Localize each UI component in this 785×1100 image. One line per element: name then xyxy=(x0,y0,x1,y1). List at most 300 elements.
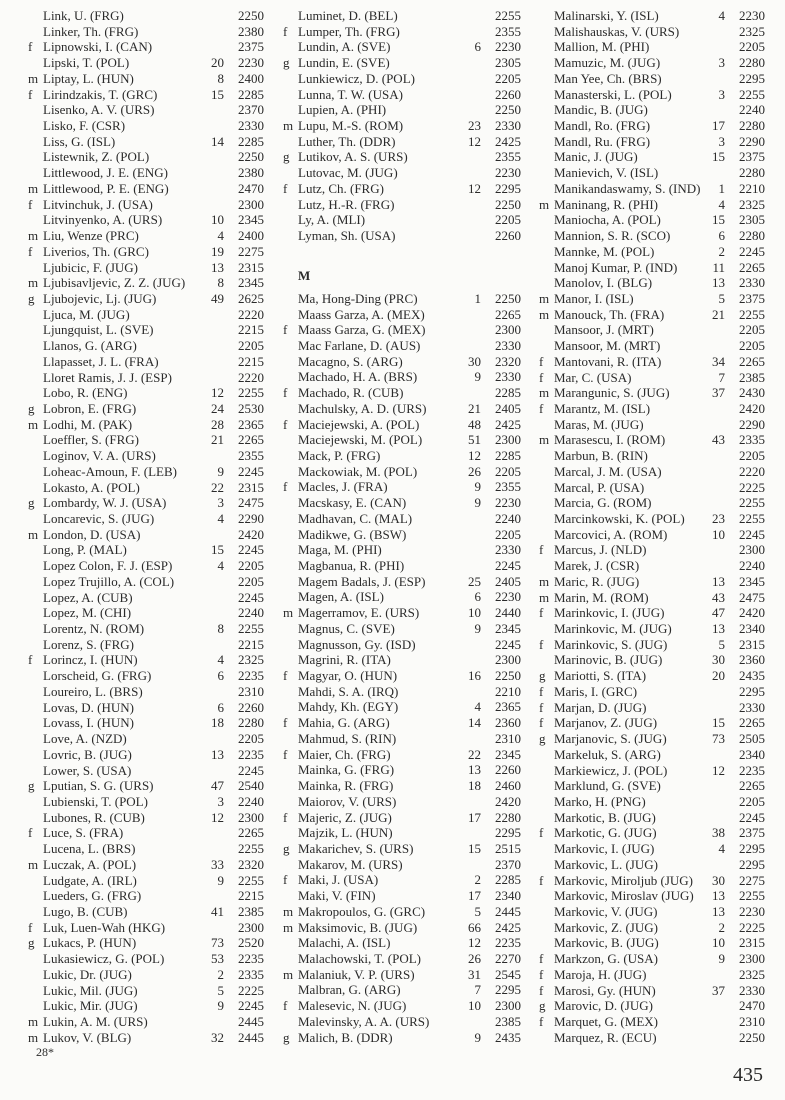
player-entry xyxy=(539,511,765,527)
player-name: Luminet, D. (BEL) xyxy=(298,8,398,23)
elo-rating: 2400 xyxy=(238,228,264,244)
elo-rating: 2400 xyxy=(238,70,264,86)
player-entry xyxy=(283,810,521,826)
player-name: Lobo, R. (ENG) xyxy=(43,385,128,401)
elo-rating: 2545 xyxy=(495,966,521,982)
player-entry xyxy=(28,417,264,433)
player-name: Maric, R. (JUG) xyxy=(554,573,640,589)
title-flag: m xyxy=(283,966,294,982)
player-name: Markotic, G. (JUG) xyxy=(554,825,657,841)
player-entry xyxy=(28,825,264,841)
player-entry xyxy=(283,699,521,715)
player-name: Malachi, A. (ISL) xyxy=(298,935,391,951)
title-flag: m xyxy=(539,385,550,401)
elo-rating: 2265 xyxy=(238,825,264,841)
elo-rating: 2345 xyxy=(739,573,765,589)
player-entry xyxy=(28,24,264,40)
elo-rating: 2245 xyxy=(739,526,765,542)
elo-rating: 2325 xyxy=(739,196,765,212)
player-entry xyxy=(539,212,765,228)
player-name: Manikandaswamy, S. (IND) xyxy=(554,180,701,196)
player-name: Lunna, T. W. (USA) xyxy=(298,86,403,102)
player-name: Ljuca, M. (JUG) xyxy=(43,306,130,322)
elo-rating: 2280 xyxy=(739,118,765,134)
player-entry xyxy=(539,542,765,558)
player-name: Man Yee, Ch. (BRS) xyxy=(554,70,662,86)
games-count: 18 xyxy=(468,778,481,794)
games-count: 12 xyxy=(468,180,481,196)
elo-rating: 2205 xyxy=(238,573,264,589)
player-name: Lucena, L. (BRS) xyxy=(43,841,136,857)
title-flag: f xyxy=(539,951,544,967)
games-count: 7 xyxy=(474,982,481,998)
player-entry xyxy=(28,873,264,889)
player-entry xyxy=(283,55,521,71)
player-entry xyxy=(283,527,521,543)
player-name: Lundin, A. (SVE) xyxy=(298,39,391,55)
player-name: Malevinsky, A. A. (URS) xyxy=(298,1013,430,1029)
title-flag: m xyxy=(28,275,39,291)
title-flag: f xyxy=(283,23,288,39)
games-count: 7 xyxy=(718,369,725,385)
player-entry xyxy=(539,102,765,118)
games-count: 13 xyxy=(712,275,725,291)
player-entry xyxy=(283,951,521,967)
player-name: Long, P. (MAL) xyxy=(43,542,127,558)
player-name: Maciejewski, M. (POL) xyxy=(298,432,423,448)
player-name: Malich, B. (DDR) xyxy=(298,1029,393,1045)
player-entry xyxy=(283,417,521,433)
elo-rating: 2310 xyxy=(495,730,521,746)
player-entry xyxy=(28,951,264,967)
title-flag: m xyxy=(283,903,294,919)
title-flag: g xyxy=(28,290,35,306)
elo-rating: 2300 xyxy=(495,432,521,448)
player-entry xyxy=(283,181,521,197)
player-name: Marosi, Gy. (HUN) xyxy=(554,982,656,998)
player-entry xyxy=(539,354,765,370)
games-count: 13 xyxy=(712,903,725,919)
elo-rating: 2345 xyxy=(238,212,264,228)
title-flag: f xyxy=(539,400,544,416)
player-name: Maras, M. (JUG) xyxy=(554,416,644,432)
games-count: 12 xyxy=(211,385,224,401)
player-entry xyxy=(28,715,264,731)
player-name: Loginov, V. A. (URS) xyxy=(43,448,156,464)
player-entry xyxy=(283,621,521,637)
elo-rating: 2260 xyxy=(495,762,521,778)
games-count: 10 xyxy=(712,935,725,951)
elo-rating: 2345 xyxy=(495,620,521,636)
games-count: 3 xyxy=(718,86,725,102)
player-entry xyxy=(283,637,521,653)
elo-rating: 2210 xyxy=(495,683,521,699)
elo-rating: 2330 xyxy=(495,337,521,353)
elo-rating: 2445 xyxy=(238,1029,264,1045)
player-name: Makarichev, S. (URS) xyxy=(298,840,414,856)
player-name: Madhavan, C. (MAL) xyxy=(298,510,413,526)
player-entry xyxy=(283,589,521,605)
games-count: 10 xyxy=(712,526,725,542)
games-count: 9 xyxy=(718,951,725,967)
elo-rating: 2300 xyxy=(739,951,765,967)
player-name: Mariotti, S. (ITA) xyxy=(554,668,647,684)
player-name: Lodhi, M. (PAK) xyxy=(43,416,133,432)
elo-rating: 2375 xyxy=(739,825,765,841)
player-name: Mar, C. (USA) xyxy=(554,369,632,385)
player-name: Marcia, G. (ROM) xyxy=(554,495,652,511)
player-name: Litvinchuk, J. (USA) xyxy=(43,196,153,212)
player-entry xyxy=(283,448,521,464)
games-count: 12 xyxy=(468,133,481,149)
player-name: Markovic, B. (JUG) xyxy=(554,935,659,951)
player-name: Maier, Ch. (FRG) xyxy=(298,746,391,762)
elo-rating: 2295 xyxy=(495,825,521,841)
player-entry xyxy=(539,181,765,197)
games-count: 3 xyxy=(718,133,725,149)
title-flag: f xyxy=(283,998,288,1014)
player-name: Machulsky, A. D. (URS) xyxy=(298,400,427,416)
games-count: 9 xyxy=(474,495,481,511)
player-entry xyxy=(539,857,765,873)
player-name: Macskasy, E. (CAN) xyxy=(298,495,407,511)
elo-rating: 2255 xyxy=(238,841,264,857)
elo-rating: 2245 xyxy=(238,762,264,778)
player-entry xyxy=(539,794,765,810)
elo-rating: 2355 xyxy=(495,479,521,495)
games-count: 37 xyxy=(712,982,725,998)
elo-rating: 2250 xyxy=(739,1029,765,1045)
player-name: Maksimovic, B. (JUG) xyxy=(298,919,418,935)
games-count: 22 xyxy=(468,746,481,762)
games-count: 20 xyxy=(211,55,224,71)
elo-rating: 2245 xyxy=(739,809,765,825)
elo-rating: 2280 xyxy=(739,228,765,244)
player-name: Malesevic, N. (JUG) xyxy=(298,998,407,1014)
player-name: Maki, J. (USA) xyxy=(298,872,379,888)
elo-rating: 2265 xyxy=(739,259,765,275)
games-count: 23 xyxy=(468,118,481,134)
title-flag: f xyxy=(539,1014,544,1029)
player-entry xyxy=(283,574,521,590)
player-entry xyxy=(539,307,765,323)
games-count: 47 xyxy=(211,778,224,794)
player-entry xyxy=(539,338,765,354)
player-entry xyxy=(283,794,521,810)
elo-rating: 2245 xyxy=(739,243,765,259)
player-entry xyxy=(28,102,264,118)
player-entry xyxy=(539,841,765,857)
player-entry xyxy=(539,920,765,936)
player-entry xyxy=(539,165,765,181)
player-name: Magen, A. (ISL) xyxy=(298,589,384,605)
elo-rating: 2205 xyxy=(739,793,765,809)
player-name: Magrini, R. (ITA) xyxy=(298,652,391,668)
elo-rating: 2250 xyxy=(495,196,521,212)
player-name: Mahmud, S. (RIN) xyxy=(298,730,397,746)
elo-rating: 2205 xyxy=(495,463,521,479)
player-name: Markovic, Z. (JUG) xyxy=(554,919,658,935)
player-name: Ljubojevic, Lj. (JUG) xyxy=(43,290,157,306)
player-entry xyxy=(28,841,264,857)
player-name: Lupien, A. (PHI) xyxy=(298,102,387,118)
player-entry xyxy=(539,149,765,165)
games-count: 9 xyxy=(474,479,481,495)
player-entry xyxy=(539,401,765,417)
elo-rating: 2230 xyxy=(739,8,765,23)
elo-rating: 2540 xyxy=(238,778,264,794)
games-count: 4 xyxy=(718,841,725,857)
title-flag: f xyxy=(28,39,33,55)
player-name: Lipnowski, I. (CAN) xyxy=(43,39,153,55)
player-entry xyxy=(28,212,264,228)
player-name: Link, U. (FRG) xyxy=(43,8,124,23)
player-entry xyxy=(28,244,264,260)
title-flag: g xyxy=(283,1029,290,1045)
player-entry xyxy=(539,87,765,103)
games-count: 13 xyxy=(211,259,224,275)
player-entry xyxy=(283,165,521,181)
games-count: 12 xyxy=(712,762,725,778)
elo-rating: 2220 xyxy=(739,463,765,479)
player-entry xyxy=(28,118,264,134)
player-name: Magnusson, Gy. (ISD) xyxy=(298,636,416,652)
player-entry xyxy=(283,731,521,747)
player-name: Lukic, Dr. (JUG) xyxy=(43,966,132,982)
elo-rating: 2330 xyxy=(495,542,521,558)
elo-rating: 2215 xyxy=(238,322,264,338)
player-name: Lutovac, M. (JUG) xyxy=(298,165,398,181)
player-entry xyxy=(283,841,521,857)
title-flag: f xyxy=(28,86,33,102)
elo-rating: 2345 xyxy=(495,746,521,762)
elo-rating: 2405 xyxy=(495,573,521,589)
player-entry xyxy=(283,762,521,778)
player-name: Manouck, Th. (FRA) xyxy=(554,306,665,322)
elo-rating: 2260 xyxy=(495,86,521,102)
elo-rating: 2265 xyxy=(495,306,521,322)
elo-rating: 2245 xyxy=(238,463,264,479)
title-flag: m xyxy=(539,432,550,448)
games-count: 15 xyxy=(211,542,224,558)
player-entry xyxy=(283,652,521,668)
player-name: Lopez Colon, F. J. (ESP) xyxy=(43,558,173,574)
player-entry xyxy=(539,291,765,307)
player-name: Marinkovic, S. (JUG) xyxy=(554,636,668,652)
elo-rating: 2250 xyxy=(495,290,521,306)
games-count: 9 xyxy=(217,998,224,1014)
games-count: 8 xyxy=(217,275,224,291)
elo-rating: 2325 xyxy=(739,23,765,39)
elo-rating: 2330 xyxy=(495,118,521,134)
elo-rating: 2205 xyxy=(238,558,264,574)
player-entry xyxy=(539,888,765,904)
elo-rating: 2235 xyxy=(495,935,521,951)
elo-rating: 2235 xyxy=(739,762,765,778)
player-entry xyxy=(283,212,521,228)
games-count: 3 xyxy=(217,495,224,511)
elo-rating: 2285 xyxy=(495,872,521,888)
player-entry xyxy=(28,857,264,873)
elo-rating: 2245 xyxy=(238,998,264,1014)
elo-rating: 2320 xyxy=(495,353,521,369)
elo-rating: 2425 xyxy=(495,133,521,149)
elo-rating: 2310 xyxy=(739,1014,765,1029)
player-entry xyxy=(539,967,765,983)
title-flag: g xyxy=(28,935,35,951)
games-count: 4 xyxy=(217,511,224,526)
player-entry xyxy=(283,998,521,1014)
player-name: Marklund, G. (SVE) xyxy=(554,778,661,794)
player-entry xyxy=(283,87,521,103)
player-name: Ljungquist, L. (SVE) xyxy=(43,322,154,338)
player-entry xyxy=(539,432,765,448)
player-name: Magnus, C. (SVE) xyxy=(298,620,395,636)
player-entry xyxy=(283,71,521,87)
elo-rating: 2205 xyxy=(739,448,765,464)
player-entry xyxy=(28,888,264,904)
title-flag: m xyxy=(539,290,550,306)
elo-rating: 2280 xyxy=(739,165,765,181)
player-entry xyxy=(283,872,521,888)
player-name: Markovic, Miroslav (JUG) xyxy=(554,888,694,904)
player-entry xyxy=(28,700,264,716)
title-flag: m xyxy=(283,118,294,134)
player-entry xyxy=(539,998,765,1014)
elo-rating: 2205 xyxy=(238,338,264,354)
elo-rating: 2475 xyxy=(238,495,264,511)
title-flag: m xyxy=(539,306,550,322)
elo-rating: 2515 xyxy=(495,840,521,856)
player-entry xyxy=(28,354,264,370)
games-count: 43 xyxy=(712,589,725,605)
elo-rating: 2365 xyxy=(238,416,264,432)
games-count: 25 xyxy=(468,573,481,589)
games-count: 4 xyxy=(718,8,725,23)
games-count: 26 xyxy=(468,950,481,966)
elo-rating: 2505 xyxy=(739,731,765,747)
player-entry xyxy=(539,684,765,700)
player-name: Marek, J. (CSR) xyxy=(554,558,640,574)
elo-rating: 2285 xyxy=(495,385,521,401)
player-name: Markovic, Miroljub (JUG) xyxy=(554,872,694,888)
elo-rating: 2375 xyxy=(739,149,765,165)
games-count: 66 xyxy=(468,919,481,935)
player-entry xyxy=(283,464,521,480)
player-name: Lubones, R. (CUB) xyxy=(43,809,145,825)
player-name: Mantovani, R. (ITA) xyxy=(554,353,662,369)
player-name: Maniocha, A. (POL) xyxy=(554,212,661,228)
player-name: Manolov, I. (BLG) xyxy=(554,275,653,291)
elo-rating: 2250 xyxy=(238,8,264,23)
elo-rating: 2245 xyxy=(495,636,521,652)
player-entry xyxy=(28,181,264,197)
elo-rating: 2305 xyxy=(739,212,765,228)
games-count: 21 xyxy=(468,400,481,416)
title-flag: f xyxy=(283,180,288,196)
player-entry xyxy=(283,39,521,55)
player-name: Linker, Th. (FRG) xyxy=(43,23,139,39)
elo-rating: 2215 xyxy=(238,636,264,652)
player-entry xyxy=(283,8,521,24)
title-flag: g xyxy=(28,778,35,794)
elo-rating: 2360 xyxy=(495,715,521,731)
elo-rating: 2370 xyxy=(495,856,521,872)
player-name: Mahdi, S. A. (IRQ) xyxy=(298,683,399,699)
elo-rating: 2435 xyxy=(739,668,765,684)
signature-mark: 28* xyxy=(36,1045,54,1059)
player-name: Mamuzic, M. (JUG) xyxy=(554,55,661,71)
title-flag: f xyxy=(539,542,544,558)
games-count: 12 xyxy=(468,935,481,951)
elo-rating: 2300 xyxy=(495,322,521,338)
games-count: 2 xyxy=(718,919,725,935)
elo-rating: 2205 xyxy=(495,70,521,86)
player-entry xyxy=(283,715,521,731)
player-entry xyxy=(28,464,264,480)
player-entry xyxy=(28,652,264,668)
elo-rating: 2315 xyxy=(739,636,765,652)
player-name: Marquet, G. (MEX) xyxy=(554,1014,658,1029)
games-count: 6 xyxy=(217,668,224,684)
player-entry xyxy=(28,731,264,747)
elo-rating: 2295 xyxy=(495,180,521,196)
player-entry xyxy=(283,511,521,527)
title-flag: g xyxy=(28,400,35,416)
elo-rating: 2230 xyxy=(495,39,521,55)
player-entry xyxy=(539,24,765,40)
player-entry xyxy=(28,1030,264,1046)
games-count: 34 xyxy=(712,353,725,369)
player-entry xyxy=(283,134,521,150)
player-entry xyxy=(28,763,264,779)
elo-rating: 2295 xyxy=(739,683,765,699)
player-entry xyxy=(539,322,765,338)
games-count: 9 xyxy=(217,872,224,888)
player-name: Mac Farlane, D. (AUS) xyxy=(298,337,421,353)
title-flag: m xyxy=(28,70,39,86)
games-count: 30 xyxy=(712,872,725,888)
column-3 xyxy=(539,8,765,1045)
title-flag: f xyxy=(283,322,288,338)
player-entry xyxy=(539,574,765,590)
title-flag: m xyxy=(28,1029,39,1045)
player-entry xyxy=(283,479,521,495)
elo-rating: 2265 xyxy=(739,353,765,369)
elo-rating: 2265 xyxy=(238,432,264,448)
player-name: Makropoulos, G. (GRC) xyxy=(298,903,426,919)
player-name: Maninang, R. (PHI) xyxy=(554,196,658,212)
games-count: 12 xyxy=(468,447,481,463)
games-count: 15 xyxy=(712,149,725,165)
games-count: 30 xyxy=(468,353,481,369)
player-name: Lumper, Th. (FRG) xyxy=(298,23,400,39)
games-count: 11 xyxy=(712,259,725,275)
title-flag: f xyxy=(539,683,544,699)
games-count: 1 xyxy=(718,180,725,196)
player-name: Lutz, H.-R. (FRG) xyxy=(298,196,395,212)
player-name: Luczak, A. (POL) xyxy=(43,856,137,872)
player-name: Marinkovic, M. (JUG) xyxy=(554,621,672,637)
elo-rating: 2435 xyxy=(495,1029,521,1045)
games-count: 13 xyxy=(712,621,725,637)
title-flag: m xyxy=(539,196,550,212)
player-entry xyxy=(283,149,521,165)
player-entry xyxy=(28,935,264,951)
title-flag: g xyxy=(283,55,290,71)
elo-rating: 2315 xyxy=(739,935,765,951)
title-flag: g xyxy=(283,840,290,856)
